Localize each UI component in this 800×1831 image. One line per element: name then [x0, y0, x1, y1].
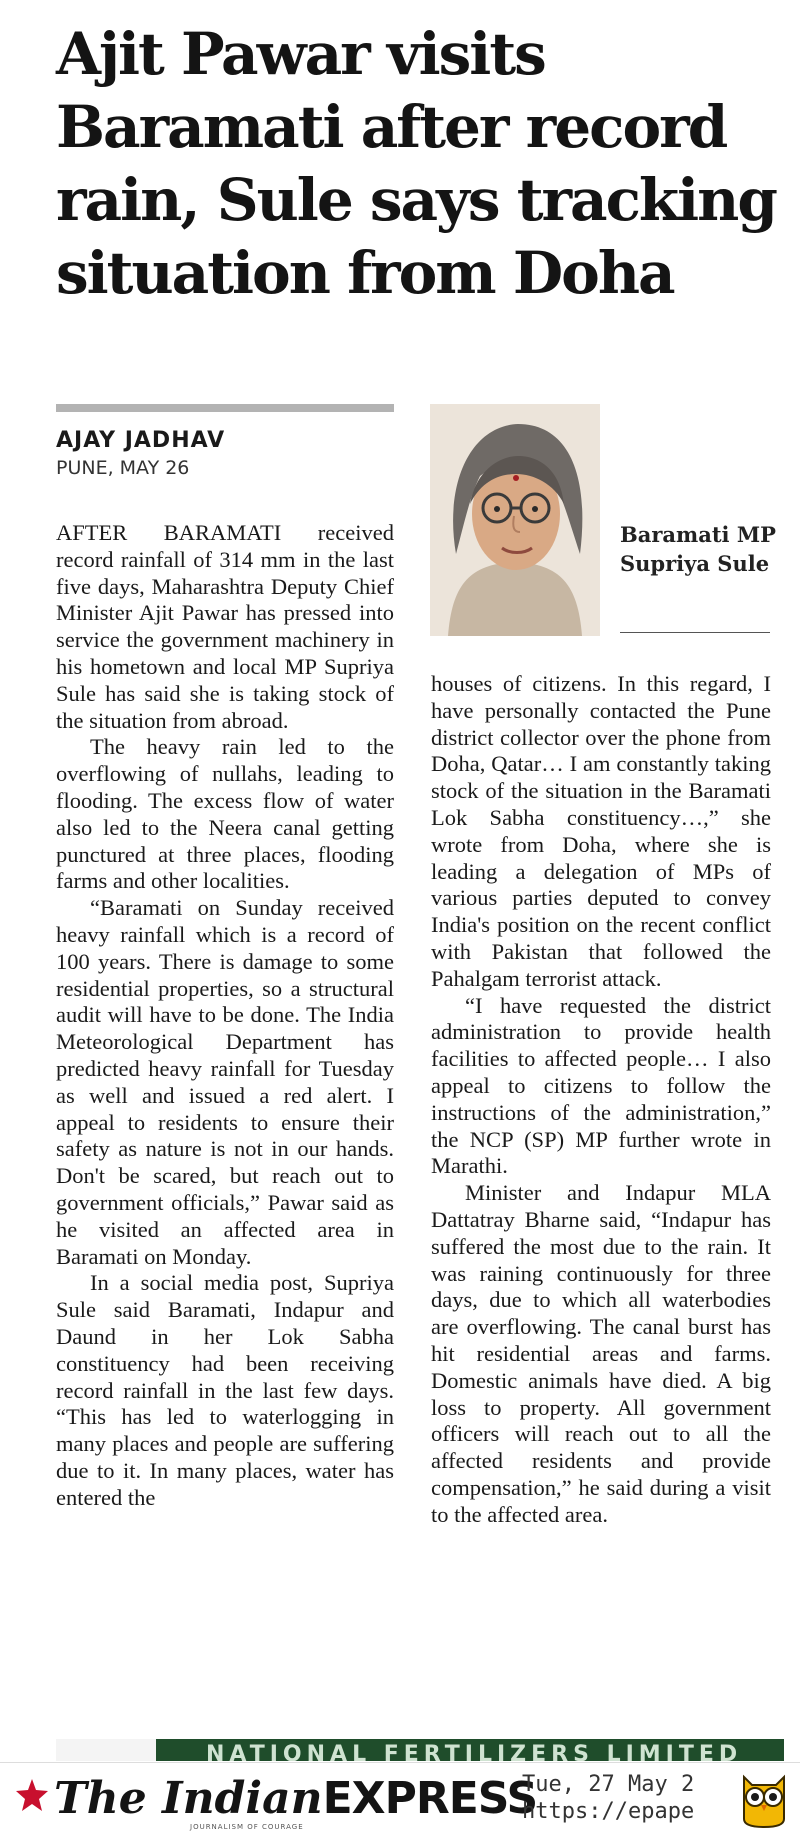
stamp-date: Tue, 27 May 2 [522, 1772, 695, 1797]
dateline: PUNE, MAY 26 [56, 457, 190, 479]
paragraph: “Baramati on Sunday received heavy rainfall which is a record of 100 years. There is damage to some residential properties, so a structural audit will have to be done. The India Meteorological Department has predicted heavy rainfall for Tuesday as well and issued a red alert. I appeal to residents to ensure their safety as nature is not in our hands. Don't be scared, but reach out to government officials,” Pawar said as he visited an affected area in Baramati on Monday. [56, 895, 394, 1269]
paragraph: In a social media post, Supriya Sule said Baramati, Indapur and Daund in her Lok Sabha constituency had been receiving record rainfall in the last few days. “This has led to waterlogging in many places and people are suffering due to it. In many places, water has entered the [56, 1270, 394, 1510]
author-name: AJAY JADHAV [56, 428, 226, 453]
advertisement-strip [56, 1739, 784, 1761]
headline: Ajit Pawar visits Baramati after record rain, Sule says tracking situation from Doha [56, 20, 776, 307]
article-column-2 [431, 671, 771, 1529]
owl-icon [736, 1769, 792, 1829]
paragraph: Minister and Indapur MLA Dattatray Bharne said, “Indapur has suffered the most due to the rain. It was raining continuously for three days, due to which all waterbodies are overflowing. The canal burst has hit residential areas and farms. Domestic animals have died. A big loss to property. All government officers will reach out to all the affected residents and provide compensation,” he said during a visit to the affected area. [431, 1180, 771, 1527]
paragraph: The heavy rain led to the overflowing of nullahs, leading to flooding. The excess flow of water also led to the Neera canal getting punctured at three places, flooding farms and other localities. [56, 734, 394, 894]
byline-rule [56, 404, 394, 412]
portrait-photo [430, 404, 600, 636]
logo-tagline: JOURNALISM OF COURAGE [190, 1823, 304, 1831]
stamp-url: https://epape [522, 1799, 695, 1824]
logo-the-indian: The Indian [54, 1773, 323, 1824]
caption-rule [620, 632, 770, 633]
byline [56, 428, 225, 479]
footer [0, 1762, 800, 1830]
photo-caption: Baramati MP Supriya Sule [620, 522, 776, 576]
paragraph: AFTER BARAMATI received record rainfall of 314 mm in the last five days, Maharashtra Deputy Chief Minister Ajit Pawar has pressed into service the government machinery in his hometown and local MP Supriya Sule has said she is taking stock of the situation from abroad. [56, 520, 394, 733]
ad-logo-box [56, 1739, 156, 1761]
article-column-1 [56, 520, 394, 1511]
paragraph: houses of citizens. In this regard, I have personally contacted the Pune district collector over the phone from Doha, Qatar… I am constantly taking stock of the situation in the Baramati Lok Sabha constituency…,” she wrote from Doha, where she is leading a delegation of MPs of various parties deputed to convey India's position on the recent conflict with Pakistan that followed the Pahalgam terrorist attack. [431, 671, 771, 991]
paragraph: “I have requested the district administration to provide health facilities to affected people… I also appeal to citizens to follow the instructions of the administration,” the NCP (SP) MP further wrote in Marathi. [431, 992, 771, 1179]
express-star-icon [14, 1777, 50, 1813]
epaper-stamp [522, 1771, 722, 1825]
ad-text: NATIONAL FERTILIZERS LIMITED [206, 1742, 743, 1761]
logo-wordmark [54, 1775, 537, 1823]
portrait-illustration [430, 404, 600, 636]
logo-express: EXPRESS [322, 1773, 538, 1824]
